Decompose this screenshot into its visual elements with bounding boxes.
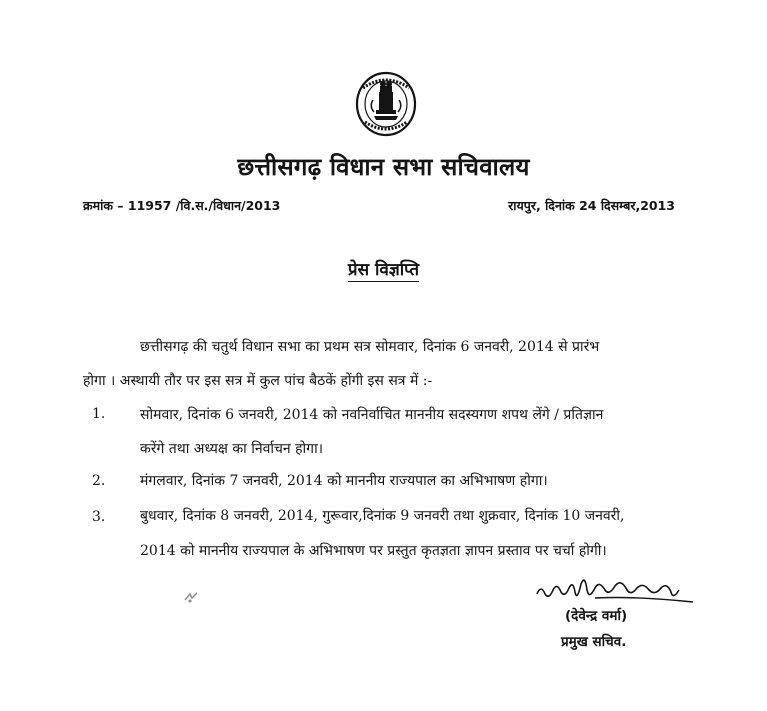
seal-icon <box>355 70 417 142</box>
item-1-line-2: करेंगे तथा अध्यक्ष का निर्वाचन होगा। <box>140 441 323 457</box>
item-1-line-1: सोमवार, दिनांक 6 जनवरी, 2014 को नवनिर्वाचित माननीय सदस्यगण शपथ लेंगे / प्रतिज्ञान <box>140 407 604 423</box>
item-2-number: 2. <box>92 473 106 489</box>
intro-line-2: होगा । अस्थायी तौर पर इस सत्र में कुल पांच बैठकें होंगी इस सत्र में :- <box>83 373 433 389</box>
office-title: छत्तीसगढ़ विधान सभा सचिवालय <box>237 153 530 181</box>
press-release-title <box>0 257 767 280</box>
intro-line-1: छत्तीसगढ़ की चतुर्थ विधान सभा का प्रथम सत्र सोमवार, दिनांक 6 जनवरी, 2014 से प्रारंभ <box>140 339 600 355</box>
item-2-line-1: मंगलवार, दिनांक 7 जनवरी, 2014 को माननीय राज्यपाल का अभिभाषण होगा। <box>140 473 548 489</box>
signature-icon <box>535 570 695 610</box>
press-release-title-text: प्रेस विज्ञप्ति <box>347 260 420 280</box>
item-3-line-1: बुधवार, दिनांक 8 जनवरी, 2014, गुरूवार,दिनांक 9 जनवरी तथा शुक्रवार, दिनांक 10 जनवरी, <box>140 508 625 524</box>
stray-mark-icon <box>183 590 199 604</box>
place-date: रायपुर, दिनांक 24 दिसम्बर,2013 <box>508 198 675 213</box>
item-3-number: 3. <box>92 509 106 525</box>
signer-name: (देवेन्द्र वर्मा) <box>565 608 628 624</box>
item-3-line-2: 2014 को माननीय राज्यपाल के अभिभाषण पर प्रस्तुत कृतज्ञता ज्ञापन प्रस्ताव पर चर्चा होगी। <box>140 543 607 559</box>
item-1-number: 1. <box>92 406 106 422</box>
reference-number: क्रमांक – 11957 /वि.स./विधान/2013 <box>83 198 281 213</box>
signer-designation: प्रमुख सचिव. <box>561 634 627 650</box>
